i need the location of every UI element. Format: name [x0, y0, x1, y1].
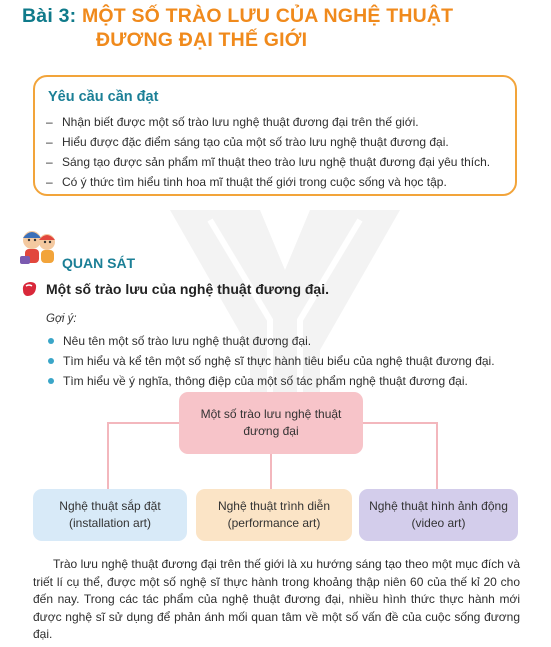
lesson-title-line2: ĐƯƠNG ĐẠI THẾ GIỚI	[96, 29, 308, 51]
diagram-node-video-art: Nghệ thuật hình ảnh động (video art)	[359, 489, 518, 541]
hint-label: Gợi ý:	[46, 313, 77, 325]
mascot-icon	[17, 226, 61, 270]
requirements-box	[33, 75, 517, 196]
requirements-list	[46, 112, 490, 192]
bullet-dot-icon	[48, 338, 54, 344]
diagram-node-installation-art: Nghệ thuật sắp đặt (installation art)	[33, 489, 187, 541]
list-item: Tìm hiểu và kể tên một số nghệ sĩ thực hành tiêu biểu của nghệ thuật đương đại.	[46, 351, 495, 371]
requirements-title: Yêu cầu cần đạt	[48, 89, 159, 105]
lesson-number: Bài 3:	[22, 5, 77, 27]
lesson-title-line1: MỘT SỐ TRÀO LƯU CỦA NGHỆ THUẬT	[81, 5, 454, 27]
bullet-dot-icon	[48, 378, 54, 384]
hint-list	[46, 331, 495, 391]
list-item: – Có ý thức tìm hiểu tinh hoa mĩ thuật thế giới trong cuộc sống và học tập.	[46, 175, 447, 189]
diagram-node-performance-art: Nghệ thuật trình diễn (performance art)	[196, 489, 352, 541]
list-item: Tìm hiểu về ý nghĩa, thông điệp của một số tác phẩm nghệ thuật đương đại.	[46, 371, 495, 391]
list-item: – Sáng tạo được sản phẩm mĩ thuật theo trào lưu nghệ thuật đương đại yêu thích.	[46, 155, 491, 169]
list-item: – Nhận biết được một số trào lưu nghệ thuật đương đại trên thế giới.	[46, 115, 419, 129]
list-item: – Hiểu được đặc điểm sáng tạo của một số trào lưu nghệ thuật đương đại.	[46, 135, 449, 149]
lesson-title	[22, 4, 453, 28]
body-paragraph: Trào lưu nghệ thuật đương đại trên thế giới là xu hướng sáng tạo theo một mục đích và triết lí cụ thể, được một số nghệ sĩ thực hành trong khoảng thập niên 60 của thế kỉ 20 cho đến nay. Trong các tác phẩm của nghệ thuật đương đại, nhiều hình thức thực hành mới được nghệ sĩ sử dụng để phản ánh mối quan tâm về một số vấn đề của cuộc sống đương đại.	[33, 557, 520, 642]
list-item: Nêu tên một số trào lưu nghệ thuật đương đại.	[46, 331, 495, 351]
observe-heading: Một số trào lưu của nghệ thuật đương đại.	[46, 281, 330, 297]
section-observe-label: QUAN SÁT	[62, 255, 136, 271]
red-bullet-icon	[20, 280, 38, 298]
bullet-dot-icon	[48, 358, 54, 364]
diagram-root-node: Một số trào lưu nghệ thuật đương đại	[179, 392, 363, 454]
